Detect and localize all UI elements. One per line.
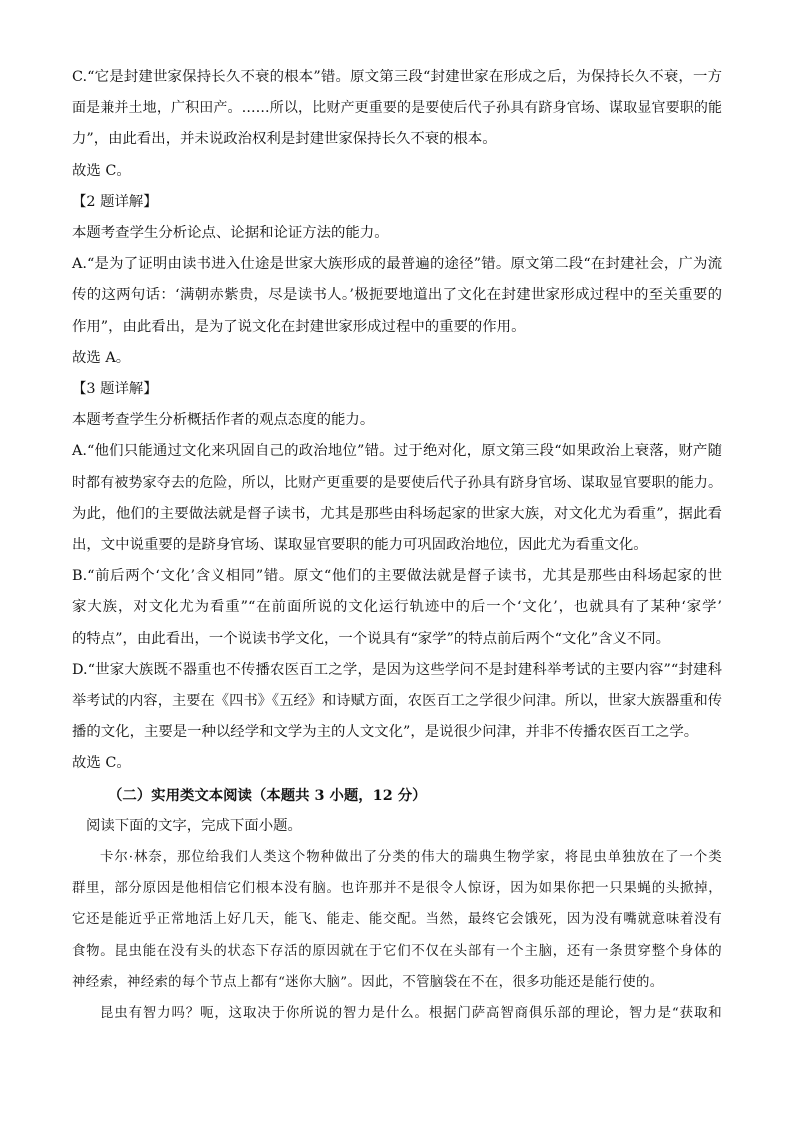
passage-p1-line-3: 它还是能近乎正常地活上好几天，能飞、能走、能交配。当然，最终它会饿死，因为没有嘴就意味着没有 <box>72 912 722 928</box>
passage-p2-line-1: 昆虫有智力吗？呃，这取决于你所说的智力是什么。根据门萨高智商俱乐部的理论，智力是“获取和 <box>100 1006 722 1022</box>
q2-a-line-1: A.“是为了证明由读书进入仕途是世家大族形成的最普遍的途径”错。原文第二段“在封建社会，广为流 <box>72 256 722 273</box>
section-title: （二）实用类文本阅读（本题共 3 小题，12 分） <box>108 786 427 804</box>
q3-d-line-2: 举考试的内容，主要在《四书》《五经》和诗赋方面，农医百工之学很少问津。所以，世家大族器重和传 <box>72 693 722 710</box>
q3-a-line-4: 出，文中说重要的是跻身官场、谋取显官要职的能力可巩固政治地位，因此尤为看重文化。 <box>72 537 648 554</box>
q3-a-line-1: A.“他们只能通过文化来巩固自己的政治地位”错。过于绝对化，原文第三段“如果政治上衰落，财产随 <box>72 443 722 460</box>
q2-intro: 本题考查学生分析论点、论据和论证方法的能力。 <box>72 225 389 242</box>
q3-b-line-2: 家大族，对文化尤为看重”“在前面所说的文化运行轨迹中的后一个‘文化’，也就具有了某种‘家学’ <box>72 599 722 616</box>
q2-a-line-2: 传的这两句话：‘满朝赤紫贵，尽是读书人。’极扼要地道出了文化在封建世家形成过程中的至关重要的 <box>72 287 722 304</box>
q3-d-line-1: D.“世家大族既不器重也不传播农医百工之学，是因为这些学问不是封建科举考试的主要内容”“封建科 <box>72 661 722 678</box>
q2-a-line-3: 作用”，由此看出，是为了说文化在封建世家形成过程中的重要的作用。 <box>72 318 526 335</box>
answer-2: 故选 A。 <box>72 349 131 366</box>
c-option-line-2: 面是兼并土地，广积田产。……所以，比财产更重要的是要使后代子孙具有跻身官场、谋取显官要职的能 <box>72 100 722 117</box>
q3-a-line-2: 时都有被势家夺去的危险，所以，比财产更重要的是要使后代子孙具有跻身官场、谋取显官要职的能力。 <box>72 474 722 491</box>
c-option-line-3: 力”，由此看出，并未说政治权利是封建世家保持长久不衰的根本。 <box>72 131 497 148</box>
passage-p1-line-2: 群里，部分原因是他相信它们根本没有脑。也许那并不是很令人惊讶，因为如果你把一只果蝇的头掀掉， <box>72 881 722 897</box>
passage-p1-line-5: 神经索，神经索的每个节点上都有“迷你大脑”。因此，不管脑袋在不在，很多功能还是能行使的。 <box>72 974 664 990</box>
q3-intro: 本题考查学生分析概括作者的观点态度的能力。 <box>72 412 375 429</box>
q3-b-line-3: 的特点”，由此看出，一个说读书学文化，一个说具有“家学”的特点前后两个“文化”含义不同。 <box>72 630 671 647</box>
passage-p1-line-1: 卡尔·林奈，那位给我们人类这个物种做出了分类的伟大的瑞典生物学家，将昆虫单独放在了一个类 <box>100 850 722 866</box>
q2-heading: 【2 题详解】 <box>72 193 158 210</box>
q3-b-line-1: B.“前后两个‘文化’含义相同”错。原文“他们的主要做法就是督子读书，尤其是那些由科场起家的世 <box>72 568 722 585</box>
q3-d-line-3: 播的文化，主要是一种以经学和文学为主的人文文化”，是说很少问津，并非不传播农医百工之学。 <box>72 724 699 741</box>
q3-a-line-3: 为此，他们的主要做法就是督子读书，尤其是那些由科场起家的世家大族，对文化尤为看重”，据此看 <box>72 505 722 522</box>
answer-1: 故选 C。 <box>72 162 131 179</box>
reading-instruction: 阅读下面的文字，完成下面小题。 <box>86 817 302 834</box>
answer-3: 故选 C。 <box>72 755 131 772</box>
passage-p1-line-4: 食物。昆虫能在没有头的状态下存活的原因就在于它们不仅在头部有一个主脑，还有一条贯穿整个身体的 <box>72 943 722 959</box>
document-page <box>72 62 722 1029</box>
c-option-line-1: C.“它是封建世家保持长久不衰的根本”错。原文第三段“封建世家在形成之后，为保持长久不衰，一方 <box>72 69 722 85</box>
q3-heading: 【3 题详解】 <box>72 381 158 398</box>
